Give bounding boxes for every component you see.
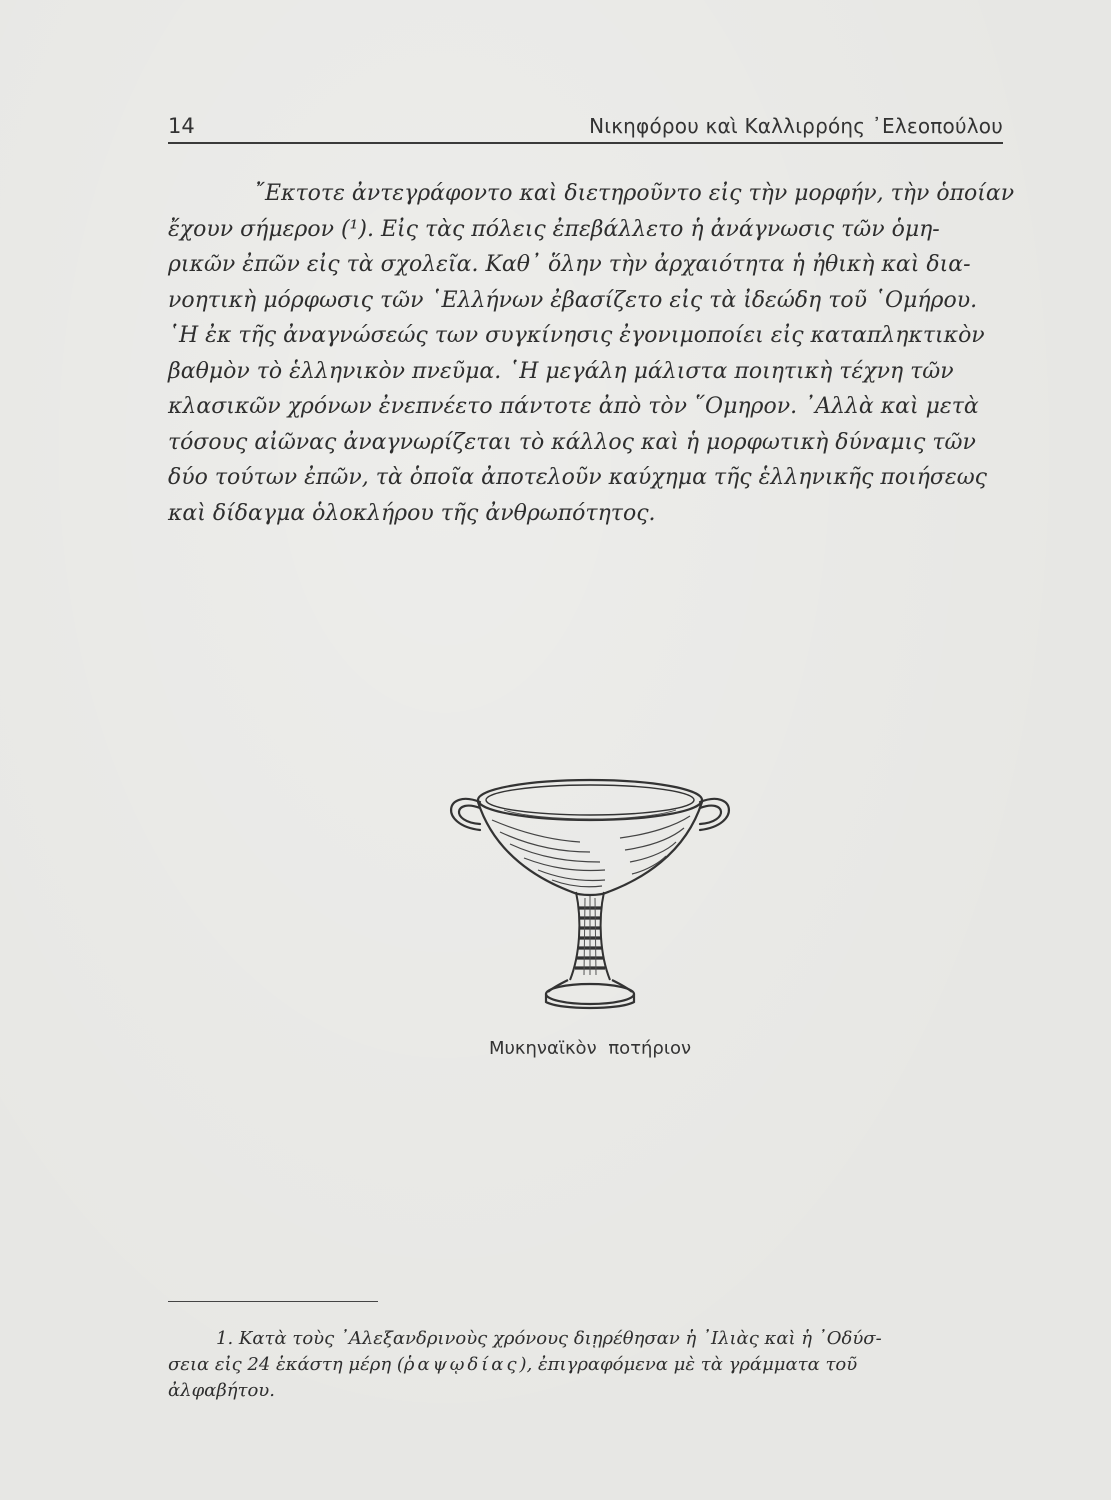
footnote-line: [168, 1352, 1003, 1378]
body-line: βαθμὸν τὸ ἑλληνικὸν πνεῦμα. ῾Η μεγάλη μάλιστα ποιητικὴ τέχνη τῶν: [168, 358, 954, 384]
page-number: 14: [168, 114, 195, 138]
footnote-text: Κατὰ τοὺς ᾿Αλεξανδρινοὺς χρόνους διῃρέθησαν ἡ ᾿Ιλιὰς καὶ ἡ ᾿Οδύσ-: [238, 1328, 882, 1349]
footnote-rule: [168, 1301, 378, 1302]
footnote-text: σεια εἰς 24 ἑκάστη μέρη (: [168, 1354, 404, 1375]
footnote-text: ), ἐπιγραφόμενα μὲ τὰ γράμματα τοῦ: [519, 1354, 858, 1375]
body-line: ῾Η ἐκ τῆς ἀναγνώσεώς των συγκίνησις ἐγονιμοποίει εἰς καταπληκτικὸν: [168, 323, 985, 348]
running-head: [168, 106, 1003, 144]
body-line: κλασικῶν χρόνων ἐνεπνέετο πάντοτε ἀπὸ τὸν ῞Ομηρον. ᾿Αλλὰ καὶ μετὰ: [168, 394, 979, 419]
mycenaean-cup-icon: [440, 770, 740, 1040]
figure-caption: Μυκηναϊκὸν ποτήριον: [488, 1038, 692, 1059]
footnote-line: ἀλφαβήτου.: [168, 1380, 275, 1401]
body-line: νοητικὴ μόρφωσις τῶν ῾Ελλήνων ἐβασίζετο εἰς τὰ ἰδεώδη τοῦ ῾Ομήρου.: [168, 287, 978, 313]
body-line: τόσους αἰῶνας ἀναγνωρίζεται τὸ κάλλος καὶ ἡ μορφωτικὴ δύναμις τῶν: [168, 429, 976, 455]
footnote-spaced-word: ῥαψῳδίας: [403, 1354, 520, 1375]
body-line: ρικῶν ἐπῶν εἰς τὰ σχολεῖα. Καθ᾿ ὅλην τὴν ἀρχαιότητα ἡ ἠθικὴ καὶ δια-: [168, 252, 971, 277]
mycenaean-cup-figure: [440, 770, 740, 1040]
body-line: ῎Εκτοτε ἀντεγράφοντο καὶ διετηροῦντο εἰς τὴν μορφήν, τὴν ὁποίαν: [254, 181, 1015, 206]
body-line: καὶ δίδαγμα ὁλοκλήρου τῆς ἀνθρωπότητος.: [168, 500, 656, 526]
footnote-number: 1.: [216, 1328, 234, 1349]
footnote-line: [168, 1326, 1003, 1352]
footnote: [168, 1326, 1003, 1404]
body-line: δύο τούτων ἐπῶν, τὰ ὁποῖα ἀποτελοῦν καύχημα τῆς ἑλληνικῆς ποιήσεως: [168, 465, 987, 490]
running-title: Νικηφόρου καὶ Καλλιρρόης ᾿Ελεοπούλου: [589, 114, 1003, 138]
body-paragraph: [168, 176, 1015, 531]
body-line: ἔχουν σήμερον (¹). Εἰς τὰς πόλεις ἐπεβάλλετο ἡ ἀνάγνωσις τῶν ὁμη-: [168, 216, 940, 242]
